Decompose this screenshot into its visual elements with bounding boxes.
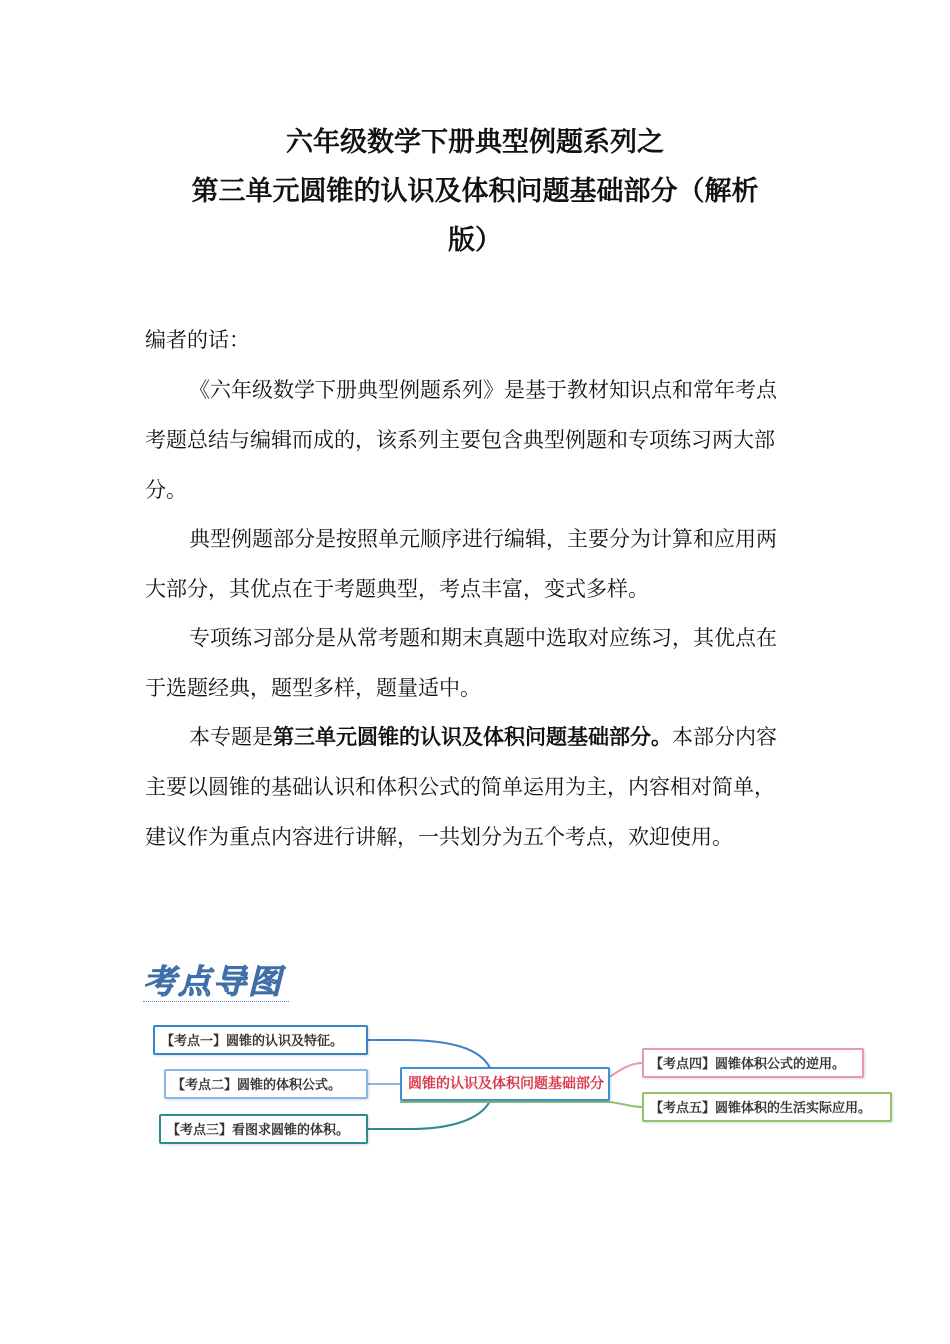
connector-4 [608, 1063, 642, 1078]
p4-suffix: 本部分内容主要以圆锥的基础认识和体积公式的简单运用为主，内容相对简单，建议作为重点内容进行讲解，一共划分为五个考点，欢迎使用。 [145, 725, 777, 849]
p4-topic-bold: 第三单元圆锥的认识及体积问题基础部分。 [273, 725, 672, 749]
mindmap-node-2: 【考点二】圆锥的体积公式。 [164, 1069, 368, 1099]
intro-paragraph-2: 典型例题部分是按照单元顺序进行编辑，主要分为计算和应用两大部分，其优点在于考题典型，考点丰富，变式多样。 [145, 527, 777, 601]
connector-3 [368, 1101, 490, 1129]
connector-5 [400, 1102, 642, 1107]
mindmap-node-4: 【考点四】圆锥体积公式的逆用。 [642, 1048, 864, 1078]
mindmap-node-1: 【考点一】圆锥的认识及特征。 [153, 1025, 368, 1055]
title-line-1: 六年级数学下册典型例题系列之 [286, 127, 664, 158]
mindmap-node-5: 【考点五】圆锥体积的生活实际应用。 [642, 1092, 892, 1122]
title-line-2: 第三单元圆锥的认识及体积问题基础部分（解析 [191, 176, 759, 207]
connector-1 [368, 1040, 490, 1068]
mindmap-node-3: 【考点三】看图求圆锥的体积。 [159, 1114, 368, 1144]
title-line-3: 版） [448, 225, 502, 256]
mindmap-heading: 考点导图 [143, 962, 283, 1001]
intro-paragraph-3: 专项练习部分是从常考题和期末真题中选取对应练习，其优点在于选题经典，题型多样，题量适中。 [145, 626, 777, 700]
intro-paragraph-1: 《六年级数学下册典型例题系列》是基于教材知识点和常年考点考题总结与编辑而成的，该系列主要包含典型例题和专项练习两大部分。 [145, 378, 777, 502]
p4-prefix: 本专题是 [189, 725, 273, 749]
mindmap-center-node: 圆锥的认识及体积问题基础部分 [400, 1067, 610, 1101]
editor-note-heading: 编者的话： [145, 328, 250, 352]
